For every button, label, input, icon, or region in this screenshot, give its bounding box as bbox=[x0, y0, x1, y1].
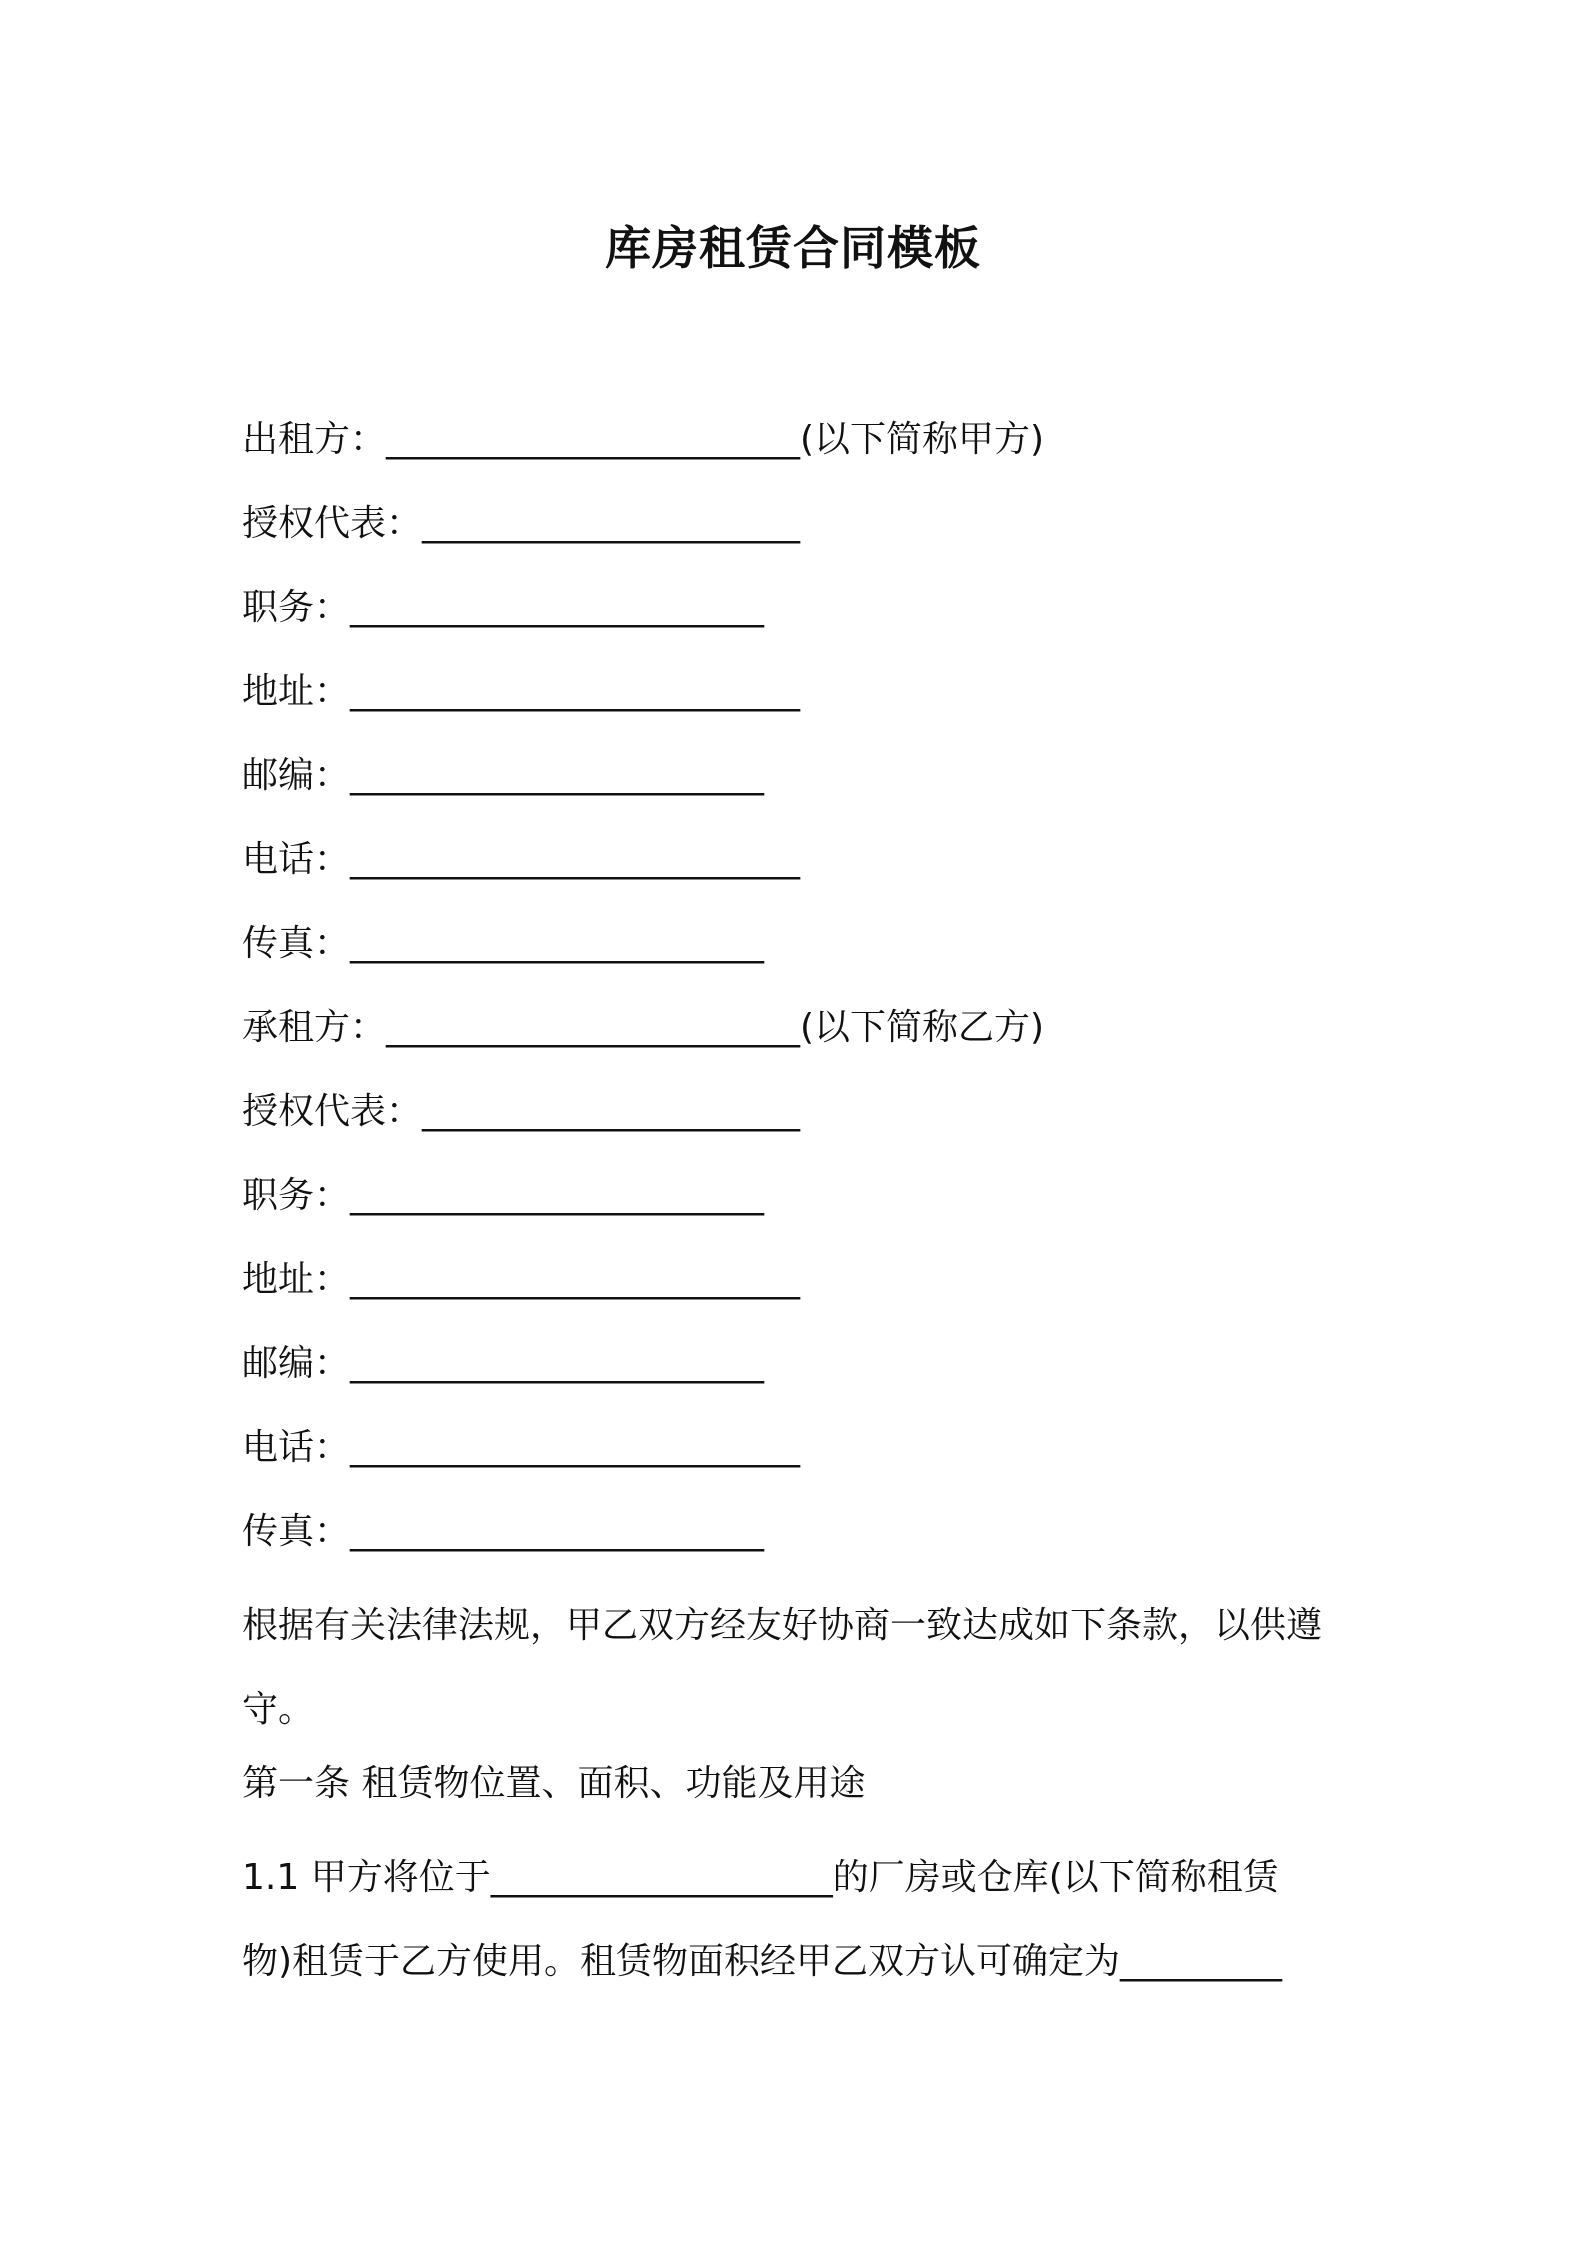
clause-1-1-line-2: 物)租赁于乙方使用。租赁物面积经甲乙双方认可确定为_________ bbox=[242, 1941, 1283, 1982]
article-1-heading: 第一条 租赁物位置、面积、功能及用途 bbox=[242, 1763, 866, 1804]
lessee-fax-line: 传真：_______________________ bbox=[242, 1511, 765, 1552]
clause-1-1-line-1: 1.1 甲方将位于___________________的厂房或仓库(以下简称租赁 bbox=[242, 1857, 1279, 1898]
lessee-name-line: 承租方：_______________________(以下简称乙方) bbox=[242, 1007, 1045, 1048]
lessee-phone-line: 电话：_________________________ bbox=[242, 1427, 801, 1468]
preamble-line-1: 根据有关法律法规，甲乙双方经友好协商一致达成如下条款，以供遵 bbox=[242, 1605, 1323, 1646]
lessee-address-line: 地址：_________________________ bbox=[242, 1259, 801, 1300]
lessee-representative-line: 授权代表：_____________________ bbox=[242, 1091, 801, 1132]
lessor-representative-line: 授权代表：_____________________ bbox=[242, 503, 801, 544]
document-body bbox=[242, 408, 1362, 2004]
lessor-name-line: 出租方：_______________________(以下简称甲方) bbox=[242, 419, 1045, 460]
lessor-phone-line: 电话：_________________________ bbox=[242, 839, 801, 880]
lessor-fax-line: 传真：_______________________ bbox=[242, 923, 765, 964]
lessor-postcode-line: 邮编：_______________________ bbox=[242, 755, 765, 796]
preamble-line-2: 守。 bbox=[242, 1689, 315, 1730]
lessee-postcode-line: 邮编：_______________________ bbox=[242, 1343, 765, 1384]
lessor-title-line: 职务：_______________________ bbox=[242, 587, 765, 628]
document-title: 库房租赁合同模板 bbox=[605, 221, 981, 275]
lessor-address-line: 地址：_________________________ bbox=[242, 671, 801, 712]
lessee-title-line: 职务：_______________________ bbox=[242, 1175, 765, 1216]
